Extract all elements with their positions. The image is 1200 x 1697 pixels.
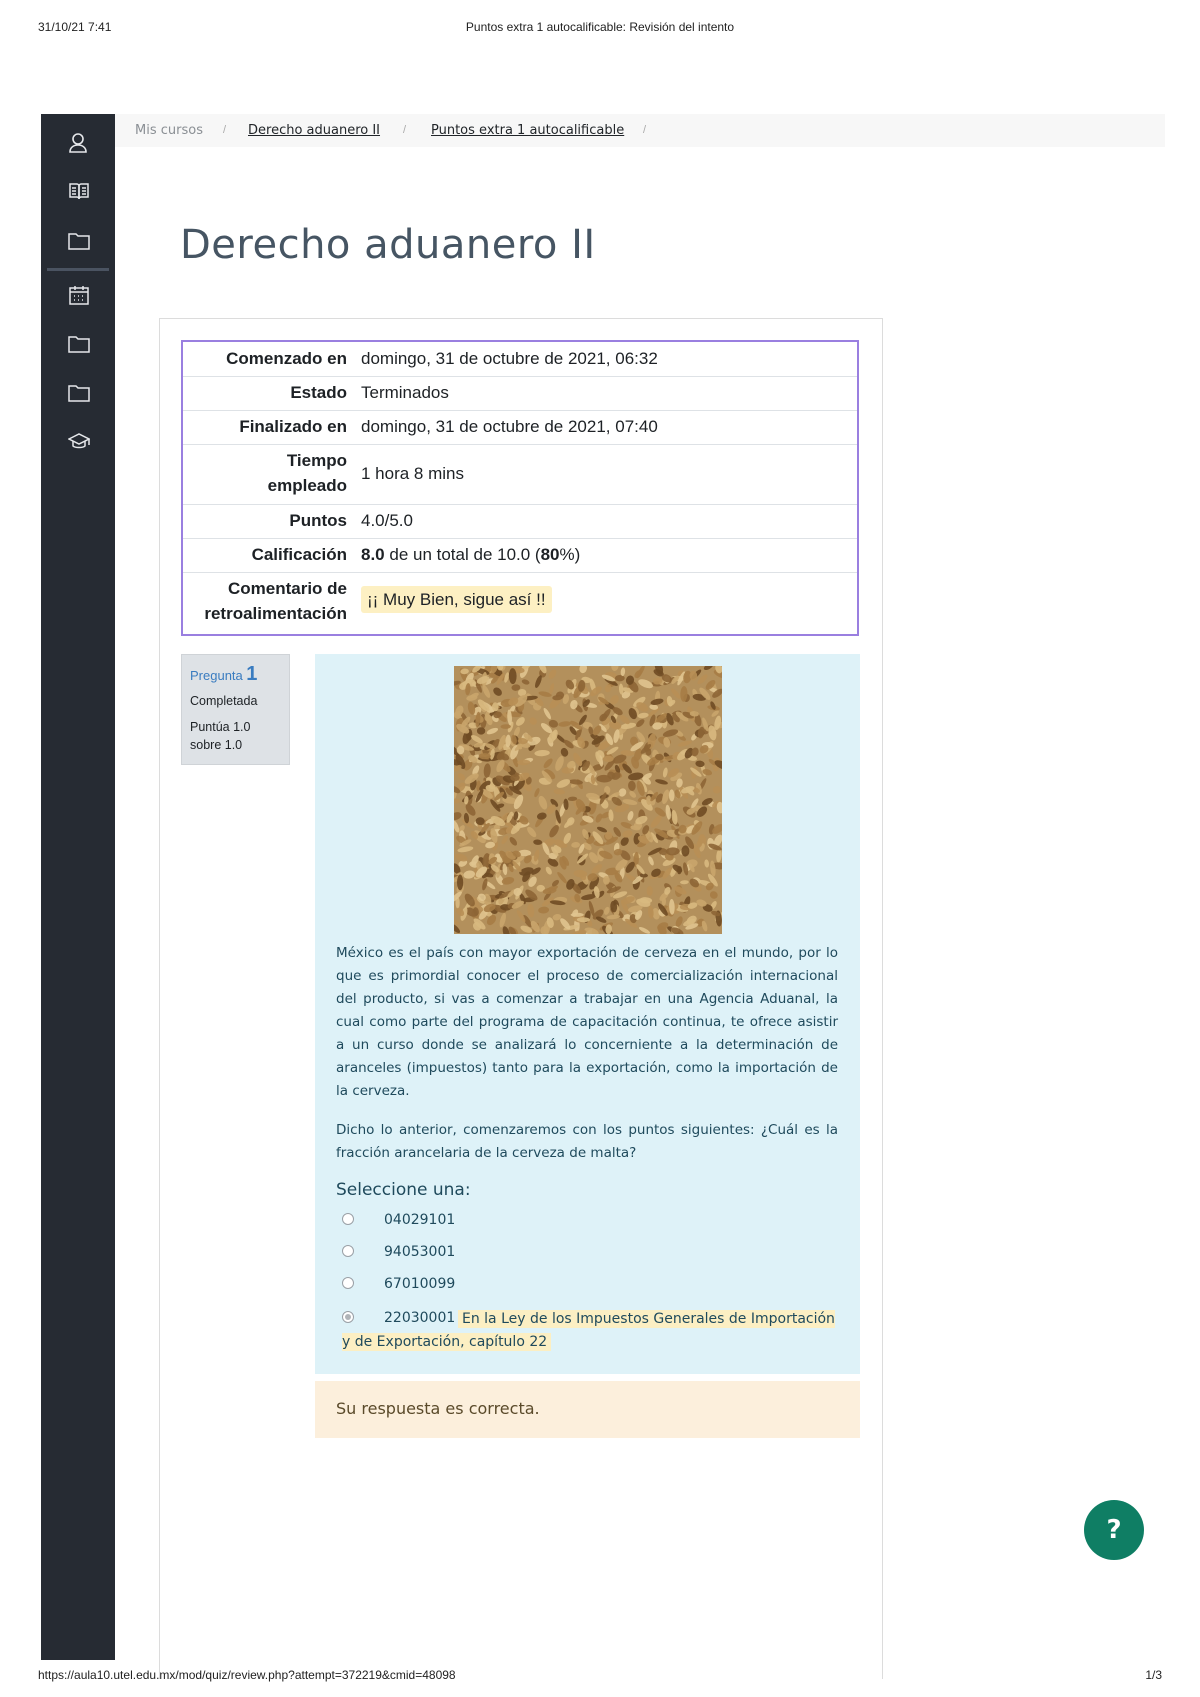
- question-content: [315, 654, 860, 1374]
- sidebar-nav: [41, 114, 115, 1660]
- folder-icon[interactable]: [67, 229, 91, 253]
- summary-row-state: [183, 376, 857, 411]
- summary-row-feedback: [183, 572, 857, 634]
- breadcrumb-separator: /: [223, 124, 227, 136]
- outcome-text: Su respuesta es correcta.: [336, 1399, 540, 1418]
- state-label: Estado: [290, 383, 347, 402]
- question-info-panel: [181, 654, 290, 765]
- points-label: Puntos: [289, 511, 347, 530]
- print-header: [38, 20, 1162, 38]
- grade-percent: 80: [540, 545, 560, 564]
- print-date: 31/10/21 7:41: [38, 20, 112, 34]
- option-label: 67010099: [384, 1276, 456, 1292]
- started-label: Comenzado en: [226, 349, 347, 368]
- option-label: 04029101: [384, 1212, 456, 1228]
- question-grade-line2: sobre 1.0: [190, 738, 243, 752]
- time-label-line1: Tiempo: [286, 451, 347, 470]
- breadcrumb-quiz[interactable]: Puntos extra 1 autocalificable: [431, 123, 625, 138]
- specific-feedback: [342, 1308, 840, 1354]
- user-icon[interactable]: [67, 131, 91, 155]
- help-button[interactable]: ?: [1084, 1500, 1144, 1560]
- time-label-line2: empleado: [267, 476, 347, 495]
- question-state: Completada: [190, 694, 258, 708]
- option-label: 22030001: [384, 1310, 456, 1326]
- outcome-feedback: [315, 1381, 860, 1438]
- summary-row-started: [183, 342, 857, 377]
- time-value: 1 hora 8 mins: [361, 464, 464, 483]
- question-label: Pregunta: [190, 668, 243, 683]
- feedback-label-line1: Comentario de: [227, 579, 347, 598]
- finished-label: Finalizado en: [239, 417, 347, 436]
- feedback-label-line2: retroalimentación: [204, 604, 347, 623]
- graduation-cap-icon[interactable]: [67, 430, 91, 454]
- folder-icon[interactable]: [67, 381, 91, 405]
- print-url: https://aula10.utel.edu.mx/mod/quiz/review.php?attempt=372219&cmid=48098: [38, 1668, 456, 1682]
- started-value: domingo, 31 de octubre de 2021, 06:32: [361, 349, 658, 368]
- print-title: Puntos extra 1 autocalificable: Revisión del intento: [465, 20, 735, 34]
- radio-button[interactable]: [342, 1213, 354, 1225]
- print-footer: [38, 1668, 1162, 1686]
- state-value: Terminados: [361, 383, 449, 402]
- radio-button[interactable]: [342, 1277, 354, 1289]
- calendar-icon[interactable]: [67, 283, 91, 307]
- grade-end: %): [559, 545, 581, 564]
- question-number: 1: [246, 663, 258, 685]
- radio-button[interactable]: [342, 1245, 354, 1257]
- sidebar-divider: [47, 268, 109, 271]
- summary-row-points: [183, 504, 857, 539]
- summary-row-time: [183, 444, 857, 505]
- grade-score: 8.0: [361, 545, 385, 564]
- finished-value: domingo, 31 de octubre de 2021, 07:40: [361, 417, 658, 436]
- print-page-number: 1/3: [1145, 1668, 1162, 1682]
- breadcrumb-course[interactable]: Derecho aduanero II: [248, 123, 381, 138]
- specific-feedback-text: En la Ley de los Impuestos Generales de Importación y de Exportación, capítulo 22: [342, 1311, 835, 1350]
- summary-row-finished: [183, 410, 857, 445]
- summary-row-grade: [183, 538, 857, 573]
- breadcrumb-separator: /: [643, 124, 647, 136]
- grade-value: [361, 543, 580, 567]
- grade-mid: de un total de 10.0 (: [384, 545, 541, 564]
- page-title: Derecho aduanero II: [180, 222, 596, 268]
- points-value: 4.0/5.0: [361, 511, 413, 530]
- grade-label: Calificación: [251, 545, 347, 564]
- breadcrumb-my-courses[interactable]: Mis cursos: [135, 123, 203, 138]
- book-icon[interactable]: [67, 179, 91, 203]
- attempt-summary-table: [181, 340, 859, 636]
- breadcrumb-separator: /: [403, 124, 407, 136]
- question-text-paragraph-1: México es el país con mayor exportación de cerveza en el mundo, por lo que es primordial conocer el proceso de comercialización internacional del producto, si vas a comenzar a trabajar en una Agencia Aduanal, la cual como parte del programa de capacitación continua, te ofrece asistir a un curso donde se analizará lo concerniente a la determinación de aranceles (impuestos) tanto para la exportación, como la importación de la cerveza.: [336, 945, 838, 1099]
- question-text-paragraph-2: Dicho lo anterior, comenzaremos con los puntos siguientes: ¿Cuál es la fracción arancelaria de la cerveza de malta?: [336, 1122, 838, 1161]
- overall-feedback: ¡¡ Muy Bien, sigue así !!: [361, 586, 552, 613]
- option-label: 94053001: [384, 1244, 456, 1260]
- folder-icon[interactable]: [67, 332, 91, 356]
- breadcrumb: [115, 114, 1165, 147]
- question-grade-line1: Puntúa 1.0: [190, 720, 251, 734]
- barley-grain-image: [454, 666, 722, 934]
- answer-prompt: Seleccione una:: [336, 1180, 471, 1200]
